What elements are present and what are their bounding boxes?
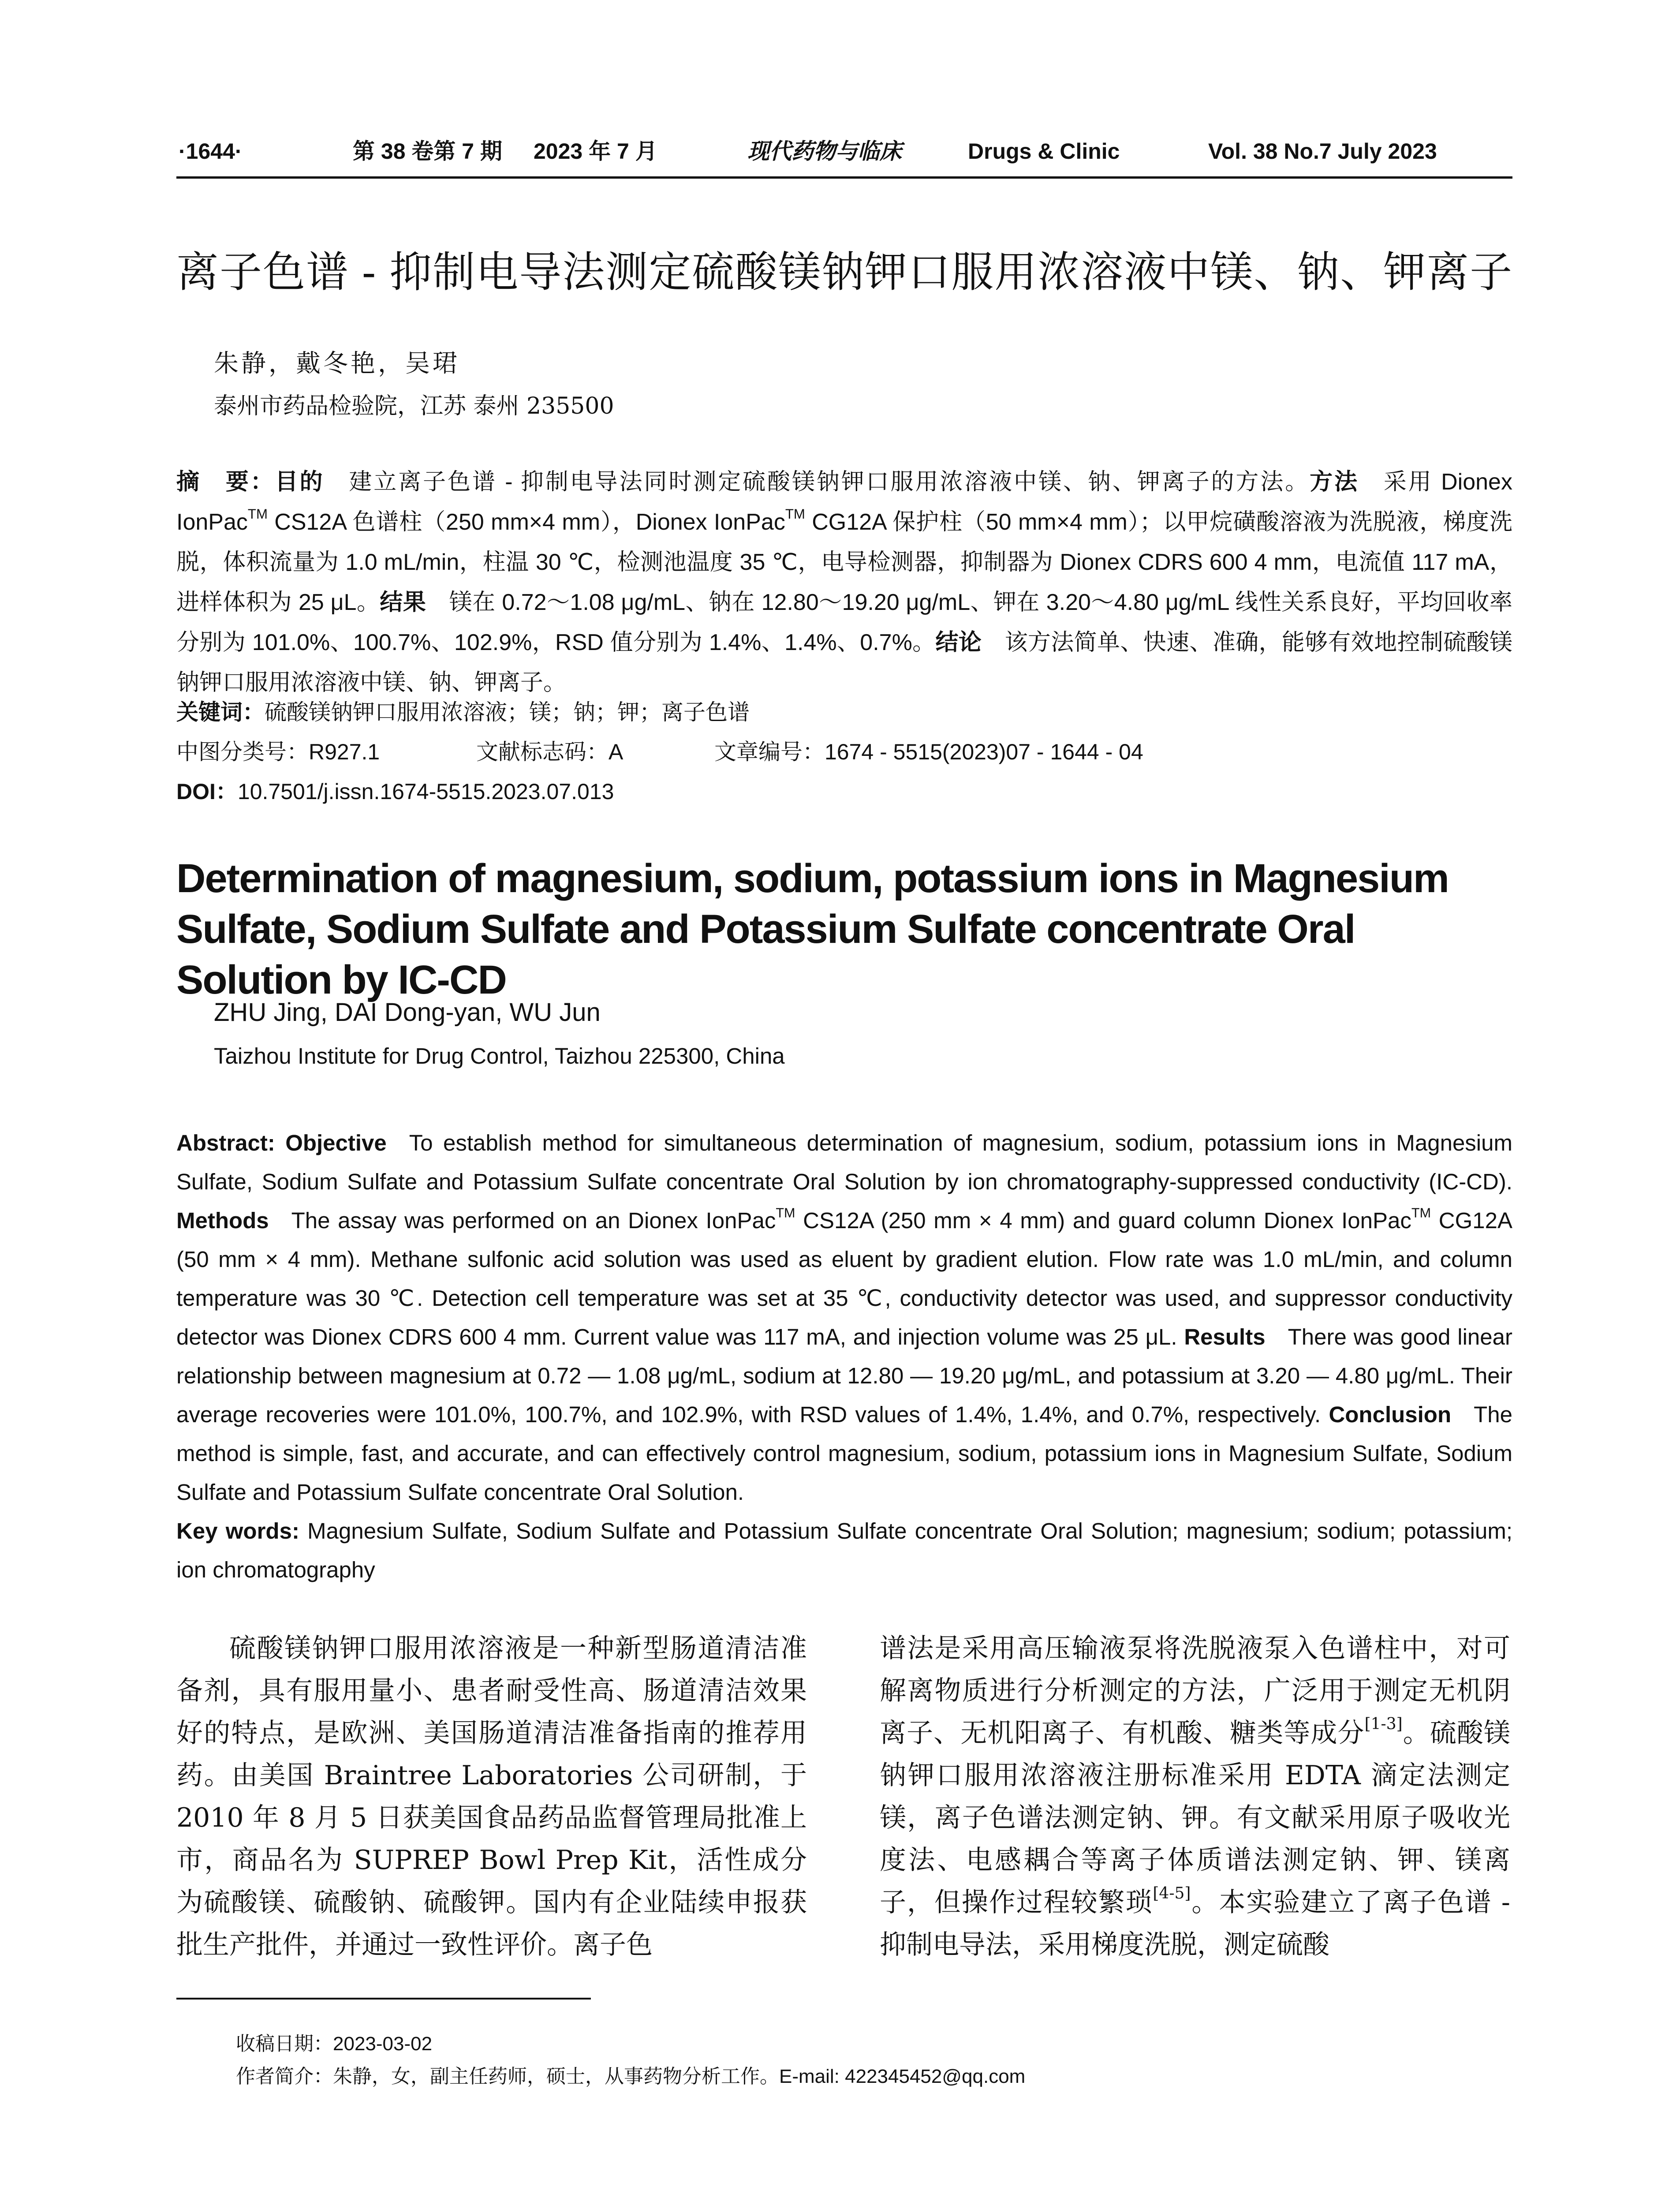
en-title: Determination of magnesium, sodium, potassium ions in Magnesium Sulfate, Sodium Sulfate and Potassium Sulfate concentrate Oral Solution by IC-CD (176, 856, 1449, 1002)
en-affiliation: Taizhou Institute for Drug Control, Taizhou 225300, China (214, 1043, 785, 1069)
header-date-cn: 2023 年 7 月 (534, 139, 657, 164)
cn-methods-b: CS12A 色谱柱（250 mm×4 mm），Dionex IonPac (267, 509, 785, 535)
citation-ref[interactable]: [1-3] (1364, 1715, 1403, 1734)
cn-tm-mark: TM (785, 506, 805, 522)
en-results-label: Results (1184, 1324, 1266, 1349)
en-objective-label: Objective (285, 1130, 387, 1155)
cn-doi: 10.7501/j.issn.1674-5515.2023.07.013 (237, 779, 614, 804)
en-keywords-label: Key words: (176, 1518, 299, 1544)
body-left-column: 硫酸镁钠钾口服用浓溶液是一种新型肠道清洁准备剂，具有服用量小、患者耐受性高、肠道清洁效果好的特点，是欧洲、美国肠道清洁准备指南的推荐用药。由美国 Braintree Laboratories 公司研制，于 2010 年 8 月 5 日获美国食品药品监督管理局批准上市，商品名为 SUPREP Bowl Prep Kit，活性成分为硫酸镁、硫酸钠、硫酸钾。国内有企业陆续申报获批生产批件，并通过一致性评价。离子色 (176, 1633, 807, 1960)
cn-keywords-line (176, 701, 750, 723)
cn-abstract-label: 摘 要： (176, 469, 275, 495)
en-methods-a: The assay was performed on an Dionex IonPac (291, 1208, 776, 1233)
en-methods-c: CG12A (50 mm × 4 mm). Methane sulfonic acid solution was used as eluent by gradient elution. Flow rate was 1.0 mL/min, and column temperature was 30 ℃. Detection cell temperature was set at 35 ℃, conductivity detector was used, and suppressor conductivity detector was Dionex CDRS 600 4 mm. Current value was 117 mA, and injection volume was 25 μL. (176, 1208, 1512, 1349)
cn-doc-code-line (476, 741, 623, 763)
footnote-received: 收稿日期：2023-03-02 (236, 2033, 433, 2055)
cn-authors: 朱静，戴冬艳，吴珺 (214, 349, 460, 378)
header-journal-cn: 现代药物与临床 (747, 138, 902, 164)
en-abstract-label: Abstract: (176, 1130, 275, 1155)
cn-keywords: 硫酸镁钠钾口服用浓溶液；镁；钠；钾；离子色谱 (265, 700, 750, 725)
body-right-column (880, 1627, 1510, 1966)
body-right-text-c: 。本实验建立了离子色谱 - 抑制电导法，采用梯度洗脱，测定硫酸 (880, 1887, 1510, 1960)
header-rule (176, 176, 1512, 179)
cn-methods-c: CG12A 保护柱（50 mm×4 mm）；以甲烷磺酸溶液为洗脱液，梯度洗脱，体积流量为 1.0 mL/min，柱温 30 ℃，检测池温度 35 ℃，电导检测器，抑制器为 Dionex CDRS 600 4 mm，电流值 117 mA，进样体积为 25 μL。 (176, 509, 1512, 615)
cn-article-no-line (714, 741, 1143, 763)
cn-methods-a: 采用 Dionex IonPac (176, 469, 1512, 535)
header-volume-en: Vol. 38 No.7 July 2023 (1208, 139, 1437, 164)
cn-results-label: 结果 (380, 590, 426, 615)
cn-doi-label: DOI： (176, 779, 238, 804)
en-abstract (176, 1124, 1512, 1589)
en-keywords: Magnesium Sulfate, Sodium Sulfate and Potassium Sulfate concentrate Oral Solution; magnesium; sodium; potassium; ion chromatography (176, 1518, 1512, 1582)
cn-conclusion-label: 结论 (935, 630, 982, 655)
cn-methods-label: 方法 (1310, 469, 1359, 495)
en-conclusion: The method is simple, fast, and accurate, and can effectively control magnesium, sodium, potassium ions in Magnesium Sulfate, Sodium Sulfate and Potassium Sulfate concentrate Oral Solution. (176, 1402, 1513, 1505)
cn-objective-label: 目的 (275, 469, 325, 495)
footnote-author-info: 作者简介：朱静，女，副主任药师，硕士，从事药物分析工作。E-mail: 422345452@qq.com (236, 2066, 1026, 2087)
cn-doi-line (176, 781, 614, 803)
page-number: ·1644· (179, 139, 243, 164)
en-results: There was good linear relationship between magnesium at 0.72 — 1.08 μg/mL, sodium at 12.80 — 19.20 μg/mL, and potassium at 3.20 — 4.80 μg/mL. Their average recoveries were 101.0%, 100.7%, and 102.9%, with RSD values of 1.4%, 1.4%, and 0.7%, respectively. (176, 1324, 1513, 1427)
cn-classification-line (176, 741, 380, 763)
en-methods-label: Methods (176, 1208, 269, 1233)
en-authors: ZHU Jing, DAI Dong-yan, WU Jun (214, 998, 601, 1027)
cn-keywords-label: 关键词： (176, 700, 265, 725)
body-right-text-b: 。硫酸镁钠钾口服用浓溶液注册标准采用 EDTA 滴定法测定镁，离子色谱法测定钠、钾。有文献采用原子吸收光度法、电感耦合等离子体质谱法测定钠、钾、镁离子，但操作过程较繁琐 (880, 1718, 1511, 1918)
en-tm-mark: TM (776, 1205, 795, 1221)
cn-conclusion: 该方法简单、快速、准确，能够有效地控制硫酸镁钠钾口服用浓溶液中镁、钠、钾离子。 (176, 630, 1512, 695)
cn-tm-mark: TM (247, 506, 268, 522)
cn-doc-code-label: 文献标志码： (476, 740, 609, 764)
cn-clc-label: 中图分类号： (176, 740, 309, 764)
cn-affiliation: 泰州市药品检验院，江苏 泰州 235500 (214, 393, 614, 419)
cn-doc-code: A (609, 740, 623, 764)
body-right-text-a: 谱法是采用高压输液泵将洗脱液泵入色谱柱中，对可解离物质进行分析测定的方法，广泛用于测定无机阴离子、无机阳离子、有机酸、糖类等成分 (880, 1633, 1510, 1749)
cn-results: 镁在 0.72～1.08 μg/mL、钠在 12.80～19.20 μg/mL、钾在 3.20～4.80 μg/mL 线性关系良好，平均回收率分别为 101.0%、100.7%、102.9%，RSD 值分别为 1.4%、1.4%、0.7%。 (176, 590, 1512, 655)
cn-article-no-label: 文章编号： (714, 740, 825, 764)
citation-ref[interactable]: [4-5] (1153, 1884, 1191, 1903)
en-objective: To establish method for simultaneous determination of magnesium, sodium, potassium ions in Magnesium Sulfate, Sodium Sulfate and Potassium Sulfate concentrate Oral Solution by ion chromatography-suppressed conductivity (IC-CD). (176, 1130, 1512, 1194)
header-volume-cn: 第 38 卷第 7 期 (353, 139, 502, 164)
cn-title: 离子色谱 - 抑制电导法测定硫酸镁钠钾口服用浓溶液中镁、钠、钾离子 (176, 249, 1513, 296)
cn-abstract (176, 462, 1512, 703)
cn-objective: 建立离子色谱 - 抑制电导法同时测定硫酸镁钠钾口服用浓溶液中镁、钠、钾离子的方法。 (347, 469, 1310, 495)
en-methods-b: CS12A (250 mm × 4 mm) and guard column Dionex IonPac (795, 1208, 1411, 1233)
cn-clc: R927.1 (309, 740, 380, 764)
en-conclusion-label: Conclusion (1329, 1402, 1452, 1427)
header-journal-en: Drugs & Clinic (968, 139, 1120, 164)
footnote-rule (176, 1998, 591, 1999)
cn-article-no: 1674 - 5515(2023)07 - 1644 - 04 (825, 740, 1143, 764)
en-tm-mark: TM (1411, 1205, 1431, 1221)
